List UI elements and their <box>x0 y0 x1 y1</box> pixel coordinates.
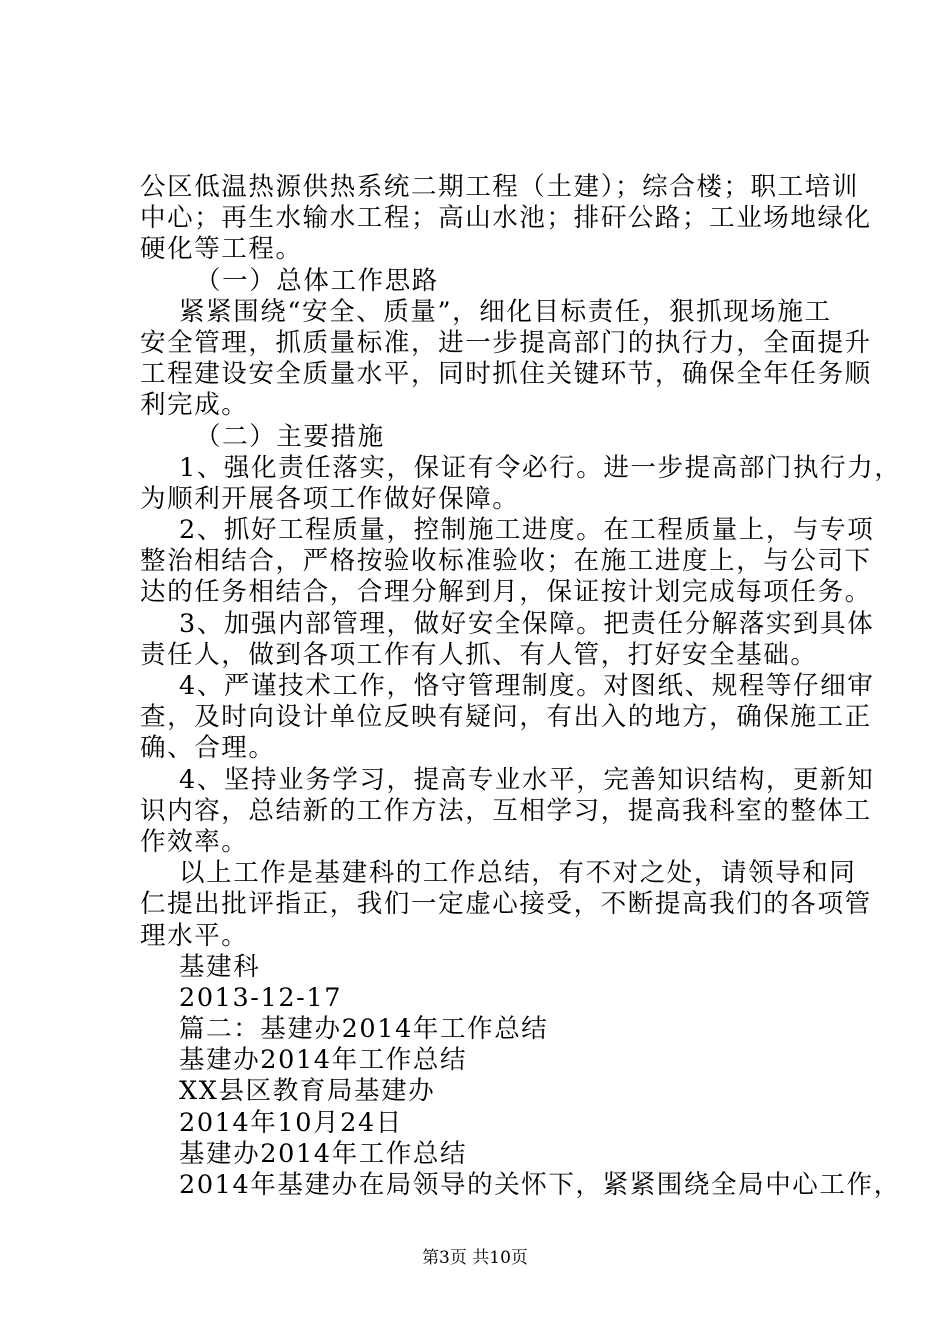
text-line: 硬化等工程。 <box>140 234 303 265</box>
document-body <box>140 172 902 1201</box>
page-footer <box>0 1243 950 1268</box>
text-line: 2014年10月24日 <box>179 1107 403 1138</box>
text-line: 3、加强内部管理，做好安全保障。把责任分解落实到具体 <box>179 608 875 639</box>
text-line: 2、抓好工程质量，控制施工进度。在工程质量上，与专项 <box>179 515 875 546</box>
text-line: （一）总体工作思路 <box>195 265 439 296</box>
text-line: 识内容，总结新的工作方法，互相学习，提高我科室的整体工 <box>140 795 872 826</box>
text-line: 为顺利开展各项工作做好保障。 <box>140 483 520 514</box>
text-line: 基建办2014年工作总结 <box>179 1045 468 1076</box>
text-line: XX县区教育局基建办 <box>179 1076 436 1107</box>
text-line: 利完成。 <box>140 390 249 421</box>
text-line: 理水平。 <box>140 920 249 951</box>
text-line: 2013-12-17 <box>179 982 343 1013</box>
text-line: 达的任务相结合，合理分解到月，保证按计划完成每项任务。 <box>140 577 872 608</box>
text-line: 中心；再生水输水工程；高山水池；排矸公路；工业场地绿化 <box>140 203 872 234</box>
text-line: 基建科 <box>179 951 261 982</box>
text-line: （二）主要措施 <box>195 421 385 452</box>
text-line: 工程建设安全质量水平，同时抓住关键环节，确保全年任务顺 <box>140 359 872 390</box>
text-line: 整治相结合，严格按验收标准验收；在施工进度上，与公司下 <box>140 546 872 577</box>
text-line: 篇二：基建办2014年工作总结 <box>179 1014 549 1045</box>
text-line: 以上工作是基建科的工作总结，有不对之处，请领导和同 <box>179 858 857 889</box>
text-line: 仁提出批评指正，我们一定虚心接受，不断提高我们的各项管 <box>140 889 872 920</box>
text-line: 基建办2014年工作总结 <box>179 1138 468 1169</box>
text-line: 4、坚持业务学习，提高专业水平，完善知识结构，更新知 <box>179 764 875 795</box>
page-number-label: 第3页 共10页 <box>422 1248 528 1268</box>
text-line: 确、合理。 <box>140 733 276 764</box>
text-line: 公区低温热源供热系统二期工程（土建）；综合楼；职工培训 <box>140 172 859 202</box>
text-line: 2014年基建办在局领导的关怀下，紧紧围绕全局中心工作， <box>179 1170 901 1200</box>
text-line: 1、强化责任落实，保证有令必行。进一步提高部门执行力， <box>179 452 902 483</box>
text-line: 安全管理，抓质量标准，进一步提高部门的执行力，全面提升 <box>140 327 872 358</box>
text-line: 紧紧围绕“安全、质量”，细化目标责任，狠抓现场施工 <box>179 296 832 327</box>
text-line: 责任人，做到各项工作有人抓、有人管，打好安全基础。 <box>140 639 818 670</box>
text-line: 作效率。 <box>140 826 249 857</box>
text-line: 4、严谨技术工作，恪守管理制度。对图纸、规程等仔细审 <box>179 671 875 701</box>
text-line: 查，及时向设计单位反映有疑问，有出入的地方，确保施工正 <box>140 702 872 733</box>
